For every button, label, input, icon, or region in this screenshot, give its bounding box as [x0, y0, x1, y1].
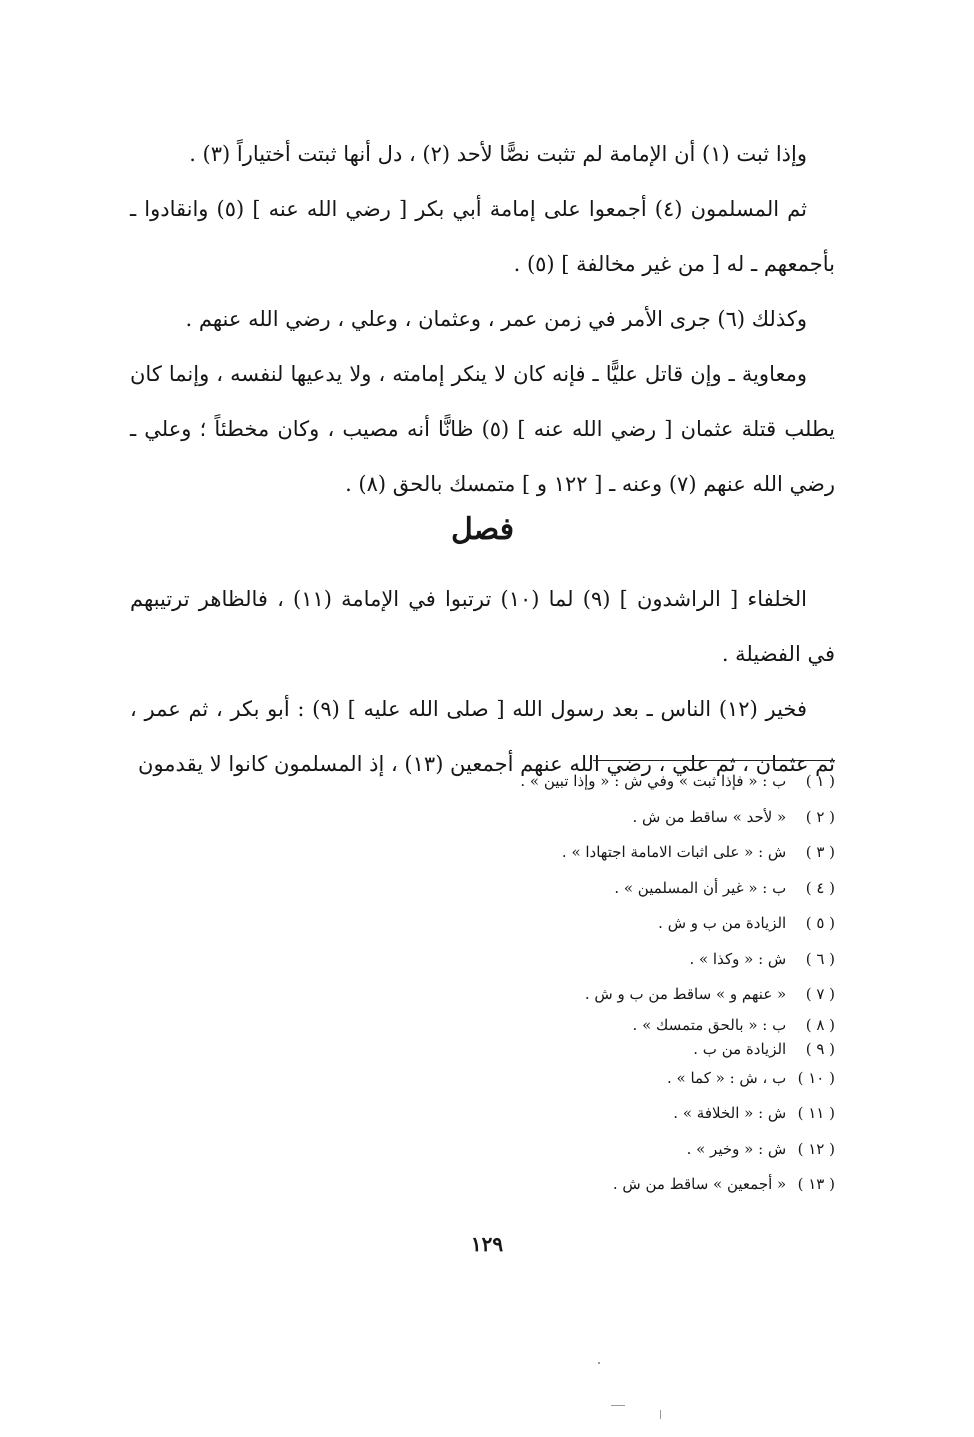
main-text-top	[130, 127, 835, 512]
footnote-text: ب : « غير أن المسلمين » .	[614, 878, 787, 897]
footnote-number: ( ٣ )	[805, 843, 835, 861]
footnote-item	[300, 871, 835, 907]
footnote-item	[300, 800, 835, 836]
footnote-number: ( ٧ )	[805, 985, 835, 1003]
paragraph-muawiya: ومعاوية ـ وإن قاتل عليًّا ـ فإنه كان لا ينكر إمامته ، ولا يدعيها لنفسه ، وإنما كان يطلب قتلة عثمان [ رضي الله عنه ] (٥) ظانًّا أنه مصيب ، وكان مخطئاً ؛ وعلي ـ رضي الله عنهم (٧) وعنه ـ [ ١٢٢ و ] متمسك بالحق (٨) .	[130, 362, 835, 496]
footnote-separator	[593, 760, 835, 761]
paragraph-consensus-abu-bakr: ثم المسلمون (٤) أجمعوا على إمامة أبي بكر [ رضي الله عنه ] (٥) وانقادوا ـ بأجمعهم ـ له [ من غير مخالفة ] (٥) .	[130, 197, 835, 276]
footnote-number: ( ٢ )	[805, 807, 835, 826]
footnote-text: « عنهم و » ساقط من ب و ش .	[584, 985, 787, 1003]
footnote-item	[300, 906, 835, 942]
footnote-item	[300, 1132, 835, 1168]
footnote-number: ( ١٠ )	[797, 1068, 835, 1087]
footnote-number: ( ١٣ )	[797, 1175, 835, 1193]
footnote-item	[300, 1096, 835, 1132]
scan-speck	[660, 1410, 661, 1419]
footnote-item	[300, 977, 835, 1013]
footnote-number: ( ٤ )	[805, 878, 835, 897]
section-heading: فصل	[450, 512, 515, 547]
paragraph-caliphs-order: الخلفاء [ الراشدون ] (٩) لما (١٠) ترتبوا في الإمامة (١١) ، فالظاهر ترتيبهم في الفضيلة .	[130, 587, 835, 666]
footnote-text: « لأحد » ساقط من ش .	[632, 807, 787, 826]
scan-speck	[611, 1405, 625, 1406]
footnote-item	[300, 942, 835, 978]
footnote-number: ( ٦ )	[805, 949, 835, 968]
footnote-number: ( ١١ )	[797, 1104, 835, 1122]
footnote-text: « أجمعين » ساقط من ش .	[612, 1175, 787, 1193]
footnote-text: ب : « بالحق متمسك » .	[632, 1015, 787, 1034]
footnote-text: ش : « الخلافة » .	[673, 1104, 787, 1122]
paragraph-best-of-people: فخير (١٢) الناس ـ بعد رسول الله [ صلى الله عليه ] (٩) : أبو بكر ، ثم عمر ، ثم عثمان ، ثم علي ، رضي الله عنهم أجمعين (١٣) ، إذ المسلمون كانوا لا يقدمون	[130, 697, 835, 776]
footnote-item	[300, 1061, 835, 1097]
footnote-text: الزيادة من ب .	[693, 1039, 787, 1058]
footnotes-list	[300, 764, 835, 1203]
scan-speck	[598, 1362, 600, 1364]
paragraph-umar-uthman-ali: وكذلك (٦) جرى الأمر في زمن عمر ، وعثمان ، وعلي ، رضي الله عنهم .	[185, 307, 807, 331]
footnote-text: الزيادة من ب و ش .	[658, 914, 787, 932]
page-number: ١٢٩	[470, 1232, 504, 1256]
footnote-item	[300, 1037, 835, 1061]
footnote-text: ب : « فإذا ثبت » وفي ش : « وإذا تبين » .	[520, 772, 787, 790]
footnote-number: ( ١ )	[805, 772, 835, 790]
footnote-text: ش : « على اثبات الامامة اجتهادا » .	[561, 843, 787, 861]
footnote-item	[300, 1013, 835, 1037]
footnote-text: ب ، ش : « كما » .	[667, 1068, 787, 1087]
main-text-bottom	[130, 572, 835, 792]
footnote-item	[300, 1167, 835, 1203]
footnote-text: ش : « وخير » .	[686, 1139, 787, 1158]
footnote-item	[300, 764, 835, 800]
paragraph-imamah-proof: وإذا ثبت (١) أن الإمامة لم تثبت نصًّا لأحد (٢) ، دل أنها ثبتت أختياراً (٣) .	[189, 142, 807, 166]
footnote-item	[300, 835, 835, 871]
footnote-number: ( ٩ )	[805, 1039, 835, 1058]
footnote-number: ( ٥ )	[805, 914, 835, 932]
footnote-number: ( ١٢ )	[797, 1139, 835, 1158]
footnote-number: ( ٨ )	[805, 1015, 835, 1034]
footnote-text: ش : « وكذا » .	[689, 949, 787, 968]
